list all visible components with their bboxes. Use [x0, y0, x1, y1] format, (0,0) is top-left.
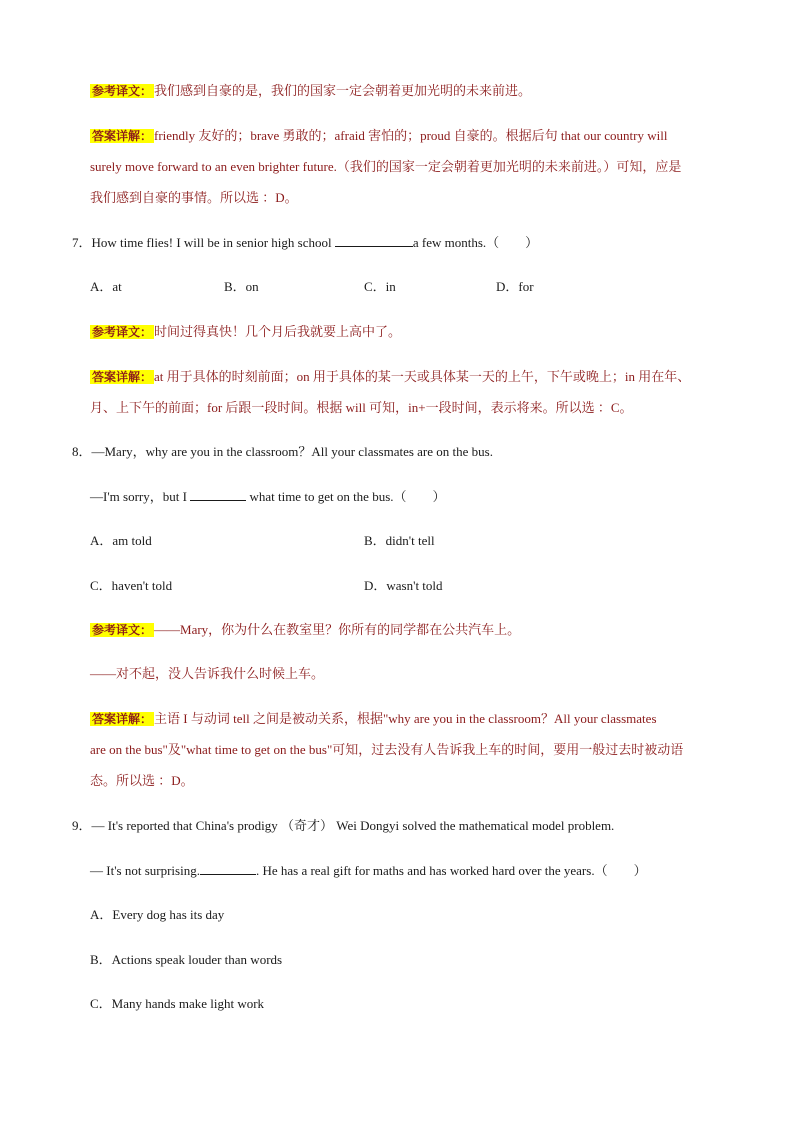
q8-option-c: C．haven't told	[90, 578, 173, 593]
q9-stem: 9．— It's reported that China's prodigy （奇才） Wei Dongyi solved the mathematical model problem.	[72, 818, 615, 833]
q6-explanation-line-2: surely move forward to an even brighter future.（我们的国家一定会朝着更加光明的未来前进。）可知，应是	[90, 159, 682, 174]
q8-explanation-line-3: 态。所以选 ：D。	[90, 773, 194, 788]
q9-option-a: A．Every dog has its day	[90, 907, 225, 922]
q6-explanation-line-1: 答案详解： friendly 友好的；brave 勇敢的；afraid 害怕的；proud 自豪的。根据后句 that our country will	[92, 128, 668, 143]
q8-reply: —I'm sorry，but I what time to get on the bus.（ ）	[90, 489, 446, 504]
translation-label: 参考译文：	[92, 623, 153, 637]
q6-translation: 我们感到自豪的是，我们的国家一定会朝着更加光明的未来前进。	[154, 83, 532, 98]
q9-option-b: B．Actions speak louder than words	[90, 952, 283, 967]
q8-option-b: B．didn't tell	[364, 533, 435, 548]
q8-translation-line-2: ——对不起，没人告诉我什么时候上车。	[90, 666, 325, 681]
q9-option-c: C．Many hands make light work	[90, 996, 265, 1011]
q7-explanation-line-2: 月、上下午的前面；for 后跟一段时间。根据 will 可知，in+一段时间，表示将来。所以选 ：C。	[90, 400, 633, 415]
q8-option-a: A．am told	[90, 533, 152, 548]
q8-translation-line-1: 参考译文： ——Mary，你为什么在教室里？你所有的同学都在公共汽车上。	[92, 622, 521, 637]
translation-label: 参考译文：	[92, 325, 153, 339]
q7-option-b: B．on	[224, 279, 259, 294]
q7-option-d: D．for	[496, 279, 534, 294]
q8-stem: 8．—Mary，why are you in the classroom？All your classmates are on the bus.	[72, 444, 493, 459]
q7-translation-line: 参考译文： 时间过得真快！几个月后我就要上高中了。	[92, 324, 402, 339]
q7-stem: 7．How time flies! I will be in senior high school a few months.（ ）	[72, 235, 539, 250]
explanation-label: 答案详解：	[92, 370, 153, 384]
q7-blank	[335, 233, 413, 247]
q8-blank	[190, 487, 246, 501]
q9-blank	[200, 861, 256, 875]
translation-label: 参考译文：	[92, 84, 153, 98]
explanation-label: 答案详解：	[92, 712, 153, 726]
q8-option-d: D．wasn't told	[364, 578, 443, 593]
q8-explanation-line-1: 答案详解： 主语 I 与动词 tell 之间是被动关系，根据"why are you in the classroom？All your classmates	[92, 711, 657, 726]
q7-option-a: A．at	[90, 279, 122, 294]
q6-explanation-line-3: 我们感到自豪的事情。所以选 ：D。	[90, 190, 298, 205]
q8-explanation-line-2: are on the bus"及"what time to get on the bus"可知，过去没有人告诉我上车的时间，要用一般过去时被动语	[90, 742, 684, 757]
q6-translation-line	[90, 81, 734, 101]
q7-option-c: C．in	[364, 279, 396, 294]
q7-explanation-line-1: 答案详解： at 用于具体的时刻前面；on 用于具体的某一天或具体某一天的上午，下午或晚上；in 用在年、	[92, 369, 691, 384]
explanation-label: 答案详解：	[92, 129, 153, 143]
q9-reply: — It's not surprising. . He has a real gift for maths and has worked hard over the years.（ ）	[90, 863, 647, 878]
